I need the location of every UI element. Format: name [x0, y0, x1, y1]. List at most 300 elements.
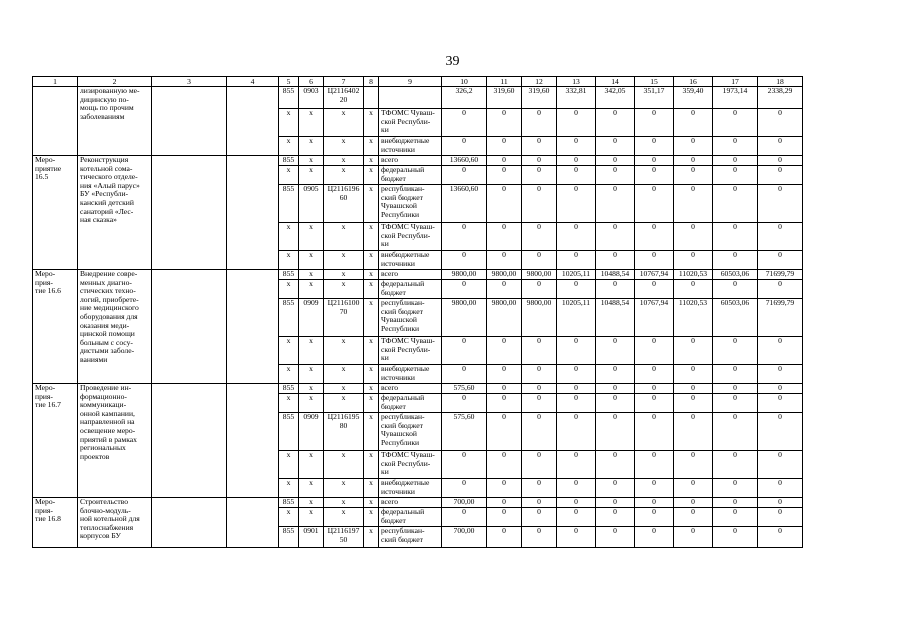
- funding-value: 0: [557, 166, 596, 185]
- funding-value: 0: [487, 337, 522, 365]
- funding-source: республикан- ский бюджет Чувашской Республики: [379, 299, 442, 337]
- target-article-code: х: [324, 384, 364, 394]
- funding-value: 13660,60: [442, 156, 487, 166]
- table-row: [33, 156, 803, 166]
- funding-value: 10488,54: [596, 299, 635, 337]
- funding-value: 0: [487, 451, 522, 479]
- funding-value: 0: [522, 413, 557, 451]
- grbs-code: х: [279, 479, 299, 498]
- section-code: 0909: [299, 413, 324, 451]
- funding-value: 0: [487, 223, 522, 251]
- target-article-code: х: [324, 479, 364, 498]
- funding-value: 0: [713, 280, 758, 299]
- funding-value: 0: [674, 508, 713, 527]
- section-code: х: [299, 156, 324, 166]
- funding-value: 0: [487, 280, 522, 299]
- grbs-code: х: [279, 137, 299, 156]
- target-article-code: Ц2116100 70: [324, 299, 364, 337]
- funding-value: 9800,00: [522, 299, 557, 337]
- funding-value: 0: [522, 508, 557, 527]
- section-code: х: [299, 384, 324, 394]
- funding-value: 0: [442, 365, 487, 384]
- responsible-executor-cell: [152, 156, 227, 270]
- funding-value: 575,60: [442, 413, 487, 451]
- grbs-code: х: [279, 394, 299, 413]
- measure-label: Меро- прия- тие 16.6: [33, 270, 78, 384]
- target-article-code: Ц2116197 50: [324, 527, 364, 548]
- funding-value: 0: [758, 109, 803, 137]
- grbs-code: 855: [279, 156, 299, 166]
- funding-value: 0: [522, 394, 557, 413]
- funding-value: 9800,00: [487, 270, 522, 280]
- funding-value: 0: [758, 508, 803, 527]
- funding-value: 0: [674, 251, 713, 270]
- section-code: х: [299, 109, 324, 137]
- measure-description: Внедрение совре- менных диагно- стических техно- логий, приобрете- ние медицинского оборудования для оказания меди- цинской помощи больным с сосу- дистыми заболе- ваниями: [78, 270, 152, 384]
- funding-value: 0: [596, 384, 635, 394]
- funding-value: 9800,00: [442, 299, 487, 337]
- funding-value: 0: [635, 166, 674, 185]
- funding-value: 0: [442, 109, 487, 137]
- expense-type-code: х: [364, 280, 379, 299]
- funding-value: 0: [522, 384, 557, 394]
- expense-type-code: х: [364, 156, 379, 166]
- funding-value: 0: [522, 337, 557, 365]
- column-number: 16: [674, 77, 713, 87]
- expense-type-code: х: [364, 223, 379, 251]
- funding-value: 0: [635, 109, 674, 137]
- target-article-code: х: [324, 109, 364, 137]
- funding-value: 0: [557, 109, 596, 137]
- funding-value: 700,00: [442, 498, 487, 508]
- section-code: х: [299, 508, 324, 527]
- funding-value: 0: [487, 498, 522, 508]
- funding-value: 0: [487, 365, 522, 384]
- funding-value: 0: [487, 166, 522, 185]
- funding-value: 0: [713, 394, 758, 413]
- funding-value: 0: [635, 337, 674, 365]
- funding-value: 0: [442, 451, 487, 479]
- funding-value: 342,05: [596, 87, 635, 109]
- section-code: х: [299, 365, 324, 384]
- table-row: [33, 498, 803, 508]
- grbs-code: х: [279, 109, 299, 137]
- expense-type-code: х: [364, 384, 379, 394]
- funding-value: 0: [442, 137, 487, 156]
- funding-source: всего: [379, 156, 442, 166]
- expense-type-code: х: [364, 270, 379, 280]
- funding-value: 0: [758, 280, 803, 299]
- funding-source: внебюджетные источники: [379, 137, 442, 156]
- section-code: х: [299, 451, 324, 479]
- funding-value: 0: [674, 527, 713, 548]
- section-code: х: [299, 479, 324, 498]
- funding-value: 10205,11: [557, 270, 596, 280]
- column-number: 18: [758, 77, 803, 87]
- funding-value: 0: [557, 479, 596, 498]
- grbs-code: х: [279, 451, 299, 479]
- expense-type-code: х: [364, 413, 379, 451]
- funding-value: 0: [635, 384, 674, 394]
- funding-value: 0: [557, 223, 596, 251]
- funding-value: 0: [713, 498, 758, 508]
- grbs-code: 855: [279, 87, 299, 109]
- target-article-code: х: [324, 166, 364, 185]
- column-number: 6: [299, 77, 324, 87]
- funding-value: 0: [674, 137, 713, 156]
- funding-value: 0: [674, 156, 713, 166]
- grbs-code: 855: [279, 384, 299, 394]
- grbs-code: 855: [279, 498, 299, 508]
- funding-value: 0: [758, 451, 803, 479]
- grbs-code: 855: [279, 185, 299, 223]
- funding-value: 0: [674, 337, 713, 365]
- funding-source: всего: [379, 384, 442, 394]
- funding-value: 0: [713, 251, 758, 270]
- funding-value: 13660,60: [442, 185, 487, 223]
- funding-source: федеральный бюджет: [379, 280, 442, 299]
- funding-value: 0: [596, 109, 635, 137]
- funding-value: 0: [557, 156, 596, 166]
- funding-value: 0: [758, 479, 803, 498]
- responsible-executor-cell: [152, 87, 227, 156]
- funding-value: 0: [674, 394, 713, 413]
- funding-value: 0: [674, 280, 713, 299]
- column-number: 10: [442, 77, 487, 87]
- funding-value: 0: [713, 479, 758, 498]
- funding-value: 0: [487, 479, 522, 498]
- funding-source: внебюджетные источники: [379, 251, 442, 270]
- grbs-code: х: [279, 508, 299, 527]
- funding-value: 0: [758, 384, 803, 394]
- funding-value: 0: [557, 527, 596, 548]
- funding-value: 0: [635, 451, 674, 479]
- column-number: 3: [152, 77, 227, 87]
- target-indicator-cell: [227, 87, 279, 156]
- funding-value: 700,00: [442, 527, 487, 548]
- funding-value: 0: [713, 223, 758, 251]
- expense-type-code: [364, 87, 379, 109]
- funding-value: 0: [487, 251, 522, 270]
- table-row: [33, 87, 803, 109]
- funding-value: 326,2: [442, 87, 487, 109]
- funding-value: 10488,54: [596, 270, 635, 280]
- funding-value: 0: [674, 166, 713, 185]
- target-article-code: х: [324, 156, 364, 166]
- funding-value: 0: [557, 280, 596, 299]
- measure-description: Проведение ин- формационно- коммуникаци- онной кампании, направленной на освещение меро- приятий в рамках региональных проектов: [78, 384, 152, 498]
- section-code: 0901: [299, 527, 324, 548]
- expense-type-code: х: [364, 166, 379, 185]
- column-number: 8: [364, 77, 379, 87]
- funding-value: 0: [522, 498, 557, 508]
- funding-source: республикан- ский бюджет Чувашской Республики: [379, 185, 442, 223]
- target-indicator-cell: [227, 270, 279, 384]
- funding-source: внебюджетные источники: [379, 479, 442, 498]
- target-article-code: х: [324, 137, 364, 156]
- funding-value: 0: [522, 137, 557, 156]
- grbs-code: 855: [279, 270, 299, 280]
- grbs-code: х: [279, 251, 299, 270]
- target-article-code: Ц2116195 80: [324, 413, 364, 451]
- funding-value: 0: [635, 498, 674, 508]
- expense-type-code: х: [364, 337, 379, 365]
- funding-value: 0: [557, 498, 596, 508]
- funding-value: 0: [674, 413, 713, 451]
- section-code: х: [299, 270, 324, 280]
- section-code: х: [299, 251, 324, 270]
- measure-label: Меро- прия- тие 16.7: [33, 384, 78, 498]
- funding-value: 0: [522, 223, 557, 251]
- funding-value: 0: [596, 508, 635, 527]
- funding-value: 0: [758, 166, 803, 185]
- funding-value: 319,60: [522, 87, 557, 109]
- funding-value: 0: [713, 337, 758, 365]
- expense-type-code: х: [364, 498, 379, 508]
- funding-value: 0: [487, 109, 522, 137]
- measure-description: Реконструкция котельной сома- тического отделе- ния «Алый парус» БУ «Республи- канский детский санаторий «Лес- ная сказка»: [78, 156, 152, 270]
- column-number: 5: [279, 77, 299, 87]
- funding-value: 0: [487, 137, 522, 156]
- funding-value: 0: [522, 156, 557, 166]
- funding-value: 0: [635, 527, 674, 548]
- funding-value: 0: [758, 498, 803, 508]
- funding-value: 11020,53: [674, 299, 713, 337]
- column-number: 7: [324, 77, 364, 87]
- funding-value: 0: [713, 185, 758, 223]
- funding-value: 0: [487, 508, 522, 527]
- funding-value: 0: [713, 166, 758, 185]
- grbs-code: х: [279, 166, 299, 185]
- funding-value: 0: [758, 394, 803, 413]
- funding-value: 319,60: [487, 87, 522, 109]
- funding-value: 0: [635, 508, 674, 527]
- section-code: 0909: [299, 299, 324, 337]
- funding-value: 0: [522, 280, 557, 299]
- funding-value: 0: [596, 337, 635, 365]
- funding-value: 0: [522, 479, 557, 498]
- target-article-code: х: [324, 365, 364, 384]
- funding-value: 575,60: [442, 384, 487, 394]
- funding-value: 0: [635, 156, 674, 166]
- funding-value: 0: [522, 365, 557, 384]
- measure-label: [33, 87, 78, 156]
- target-article-code: Ц2116402 20: [324, 87, 364, 109]
- grbs-code: 855: [279, 413, 299, 451]
- funding-value: 60503,06: [713, 299, 758, 337]
- funding-value: 0: [713, 413, 758, 451]
- target-article-code: х: [324, 270, 364, 280]
- expense-type-code: х: [364, 508, 379, 527]
- funding-value: 0: [557, 384, 596, 394]
- funding-value: 11020,53: [674, 270, 713, 280]
- expense-type-code: х: [364, 299, 379, 337]
- section-code: х: [299, 280, 324, 299]
- funding-value: 9800,00: [442, 270, 487, 280]
- funding-value: 0: [596, 156, 635, 166]
- funding-value: 0: [596, 479, 635, 498]
- funding-value: 0: [674, 185, 713, 223]
- grbs-code: х: [279, 365, 299, 384]
- table-row: [33, 270, 803, 280]
- funding-source: федеральный бюджет: [379, 508, 442, 527]
- section-code: х: [299, 166, 324, 185]
- funding-value: 0: [713, 527, 758, 548]
- measure-label: Меро- прия- тие 16.8: [33, 498, 78, 548]
- funding-source: ТФОМС Чуваш- ской Республи- ки: [379, 223, 442, 251]
- funding-value: 0: [487, 394, 522, 413]
- funding-value: 0: [713, 508, 758, 527]
- funding-value: 0: [557, 394, 596, 413]
- target-article-code: х: [324, 223, 364, 251]
- funding-value: 0: [522, 527, 557, 548]
- funding-value: 0: [557, 451, 596, 479]
- funding-value: 0: [635, 479, 674, 498]
- section-code: х: [299, 337, 324, 365]
- funding-value: 0: [758, 413, 803, 451]
- funding-source: внебюджетные источники: [379, 365, 442, 384]
- funding-value: 1973,14: [713, 87, 758, 109]
- funding-value: 0: [674, 223, 713, 251]
- funding-value: 0: [596, 223, 635, 251]
- expense-type-code: х: [364, 527, 379, 548]
- responsible-executor-cell: [152, 270, 227, 384]
- funding-value: 71699,79: [758, 270, 803, 280]
- funding-value: 0: [557, 137, 596, 156]
- funding-source: республикан- ский бюджет Чувашской Республики: [379, 413, 442, 451]
- column-number: 17: [713, 77, 758, 87]
- funding-value: 2338,29: [758, 87, 803, 109]
- funding-value: 0: [635, 223, 674, 251]
- funding-source: республикан- ский бюджет: [379, 527, 442, 548]
- funding-value: 0: [635, 394, 674, 413]
- funding-value: 359,40: [674, 87, 713, 109]
- target-article-code: х: [324, 498, 364, 508]
- expense-type-code: х: [364, 109, 379, 137]
- target-article-code: х: [324, 280, 364, 299]
- measure-label: Меро- приятие 16.5: [33, 156, 78, 270]
- expense-type-code: х: [364, 365, 379, 384]
- funding-value: 0: [674, 384, 713, 394]
- section-code: х: [299, 223, 324, 251]
- funding-value: 0: [674, 451, 713, 479]
- grbs-code: х: [279, 223, 299, 251]
- target-article-code: х: [324, 394, 364, 413]
- funding-value: 0: [522, 166, 557, 185]
- column-number: 14: [596, 77, 635, 87]
- target-article-code: х: [324, 451, 364, 479]
- funding-value: 0: [522, 251, 557, 270]
- funding-value: 0: [442, 251, 487, 270]
- grbs-code: 855: [279, 527, 299, 548]
- funding-value: 10767,94: [635, 299, 674, 337]
- target-indicator-cell: [227, 156, 279, 270]
- funding-value: 0: [596, 498, 635, 508]
- funding-value: 0: [557, 337, 596, 365]
- funding-value: 60503,06: [713, 270, 758, 280]
- funding-value: 0: [758, 156, 803, 166]
- funding-value: 0: [442, 479, 487, 498]
- section-code: 0903: [299, 87, 324, 109]
- measure-description: лизированную ме- дицинскую по- мощь по прочим заболеваниям: [78, 87, 152, 156]
- funding-value: 0: [635, 280, 674, 299]
- measure-description: Строительство блочно-модуль- ной котельной для теплоснабжения корпусов БУ: [78, 498, 152, 548]
- expense-type-code: х: [364, 479, 379, 498]
- funding-value: 0: [442, 223, 487, 251]
- funding-value: 0: [713, 156, 758, 166]
- column-number: 1: [33, 77, 78, 87]
- funding-source: федеральный бюджет: [379, 394, 442, 413]
- funding-value: 0: [442, 394, 487, 413]
- expense-type-code: х: [364, 451, 379, 479]
- funding-value: 0: [442, 166, 487, 185]
- expense-type-code: х: [364, 251, 379, 270]
- funding-value: 0: [713, 109, 758, 137]
- expense-type-code: х: [364, 137, 379, 156]
- funding-value: 0: [522, 451, 557, 479]
- grbs-code: х: [279, 280, 299, 299]
- funding-value: 0: [442, 280, 487, 299]
- page-number: 39: [445, 54, 460, 69]
- grbs-code: х: [279, 337, 299, 365]
- funding-value: 0: [487, 185, 522, 223]
- funding-value: 10205,11: [557, 299, 596, 337]
- funding-value: 0: [596, 527, 635, 548]
- funding-source: [379, 87, 442, 109]
- funding-value: 0: [635, 413, 674, 451]
- funding-value: 0: [596, 251, 635, 270]
- funding-value: 0: [596, 394, 635, 413]
- funding-value: 0: [487, 527, 522, 548]
- funding-value: 0: [758, 527, 803, 548]
- funding-value: 0: [758, 251, 803, 270]
- grbs-code: 855: [279, 299, 299, 337]
- funding-value: 0: [635, 251, 674, 270]
- funding-source: ТФОМС Чуваш- ской Республи- ки: [379, 337, 442, 365]
- section-code: х: [299, 137, 324, 156]
- funding-source: всего: [379, 270, 442, 280]
- funding-value: 0: [557, 251, 596, 270]
- funding-value: 0: [674, 109, 713, 137]
- expense-type-code: х: [364, 185, 379, 223]
- column-number: 9: [379, 77, 442, 87]
- funding-value: 0: [635, 137, 674, 156]
- funding-value: 0: [442, 337, 487, 365]
- column-number: 11: [487, 77, 522, 87]
- table-row: [33, 384, 803, 394]
- section-code: х: [299, 498, 324, 508]
- column-number: 13: [557, 77, 596, 87]
- funding-value: 0: [596, 365, 635, 384]
- responsible-executor-cell: [152, 498, 227, 548]
- funding-source: ТФОМС Чуваш- ской Республи- ки: [379, 109, 442, 137]
- funding-value: 0: [713, 137, 758, 156]
- funding-value: 0: [557, 413, 596, 451]
- funding-value: 9800,00: [487, 299, 522, 337]
- budget-table: [32, 76, 803, 548]
- table-header-row: [33, 77, 803, 87]
- funding-value: 0: [674, 479, 713, 498]
- funding-value: 0: [442, 508, 487, 527]
- funding-value: 0: [596, 413, 635, 451]
- column-number: 12: [522, 77, 557, 87]
- funding-source: федеральный бюджет: [379, 166, 442, 185]
- funding-value: 0: [713, 451, 758, 479]
- funding-value: 0: [674, 498, 713, 508]
- funding-value: 0: [557, 365, 596, 384]
- funding-source: всего: [379, 498, 442, 508]
- funding-value: 0: [487, 156, 522, 166]
